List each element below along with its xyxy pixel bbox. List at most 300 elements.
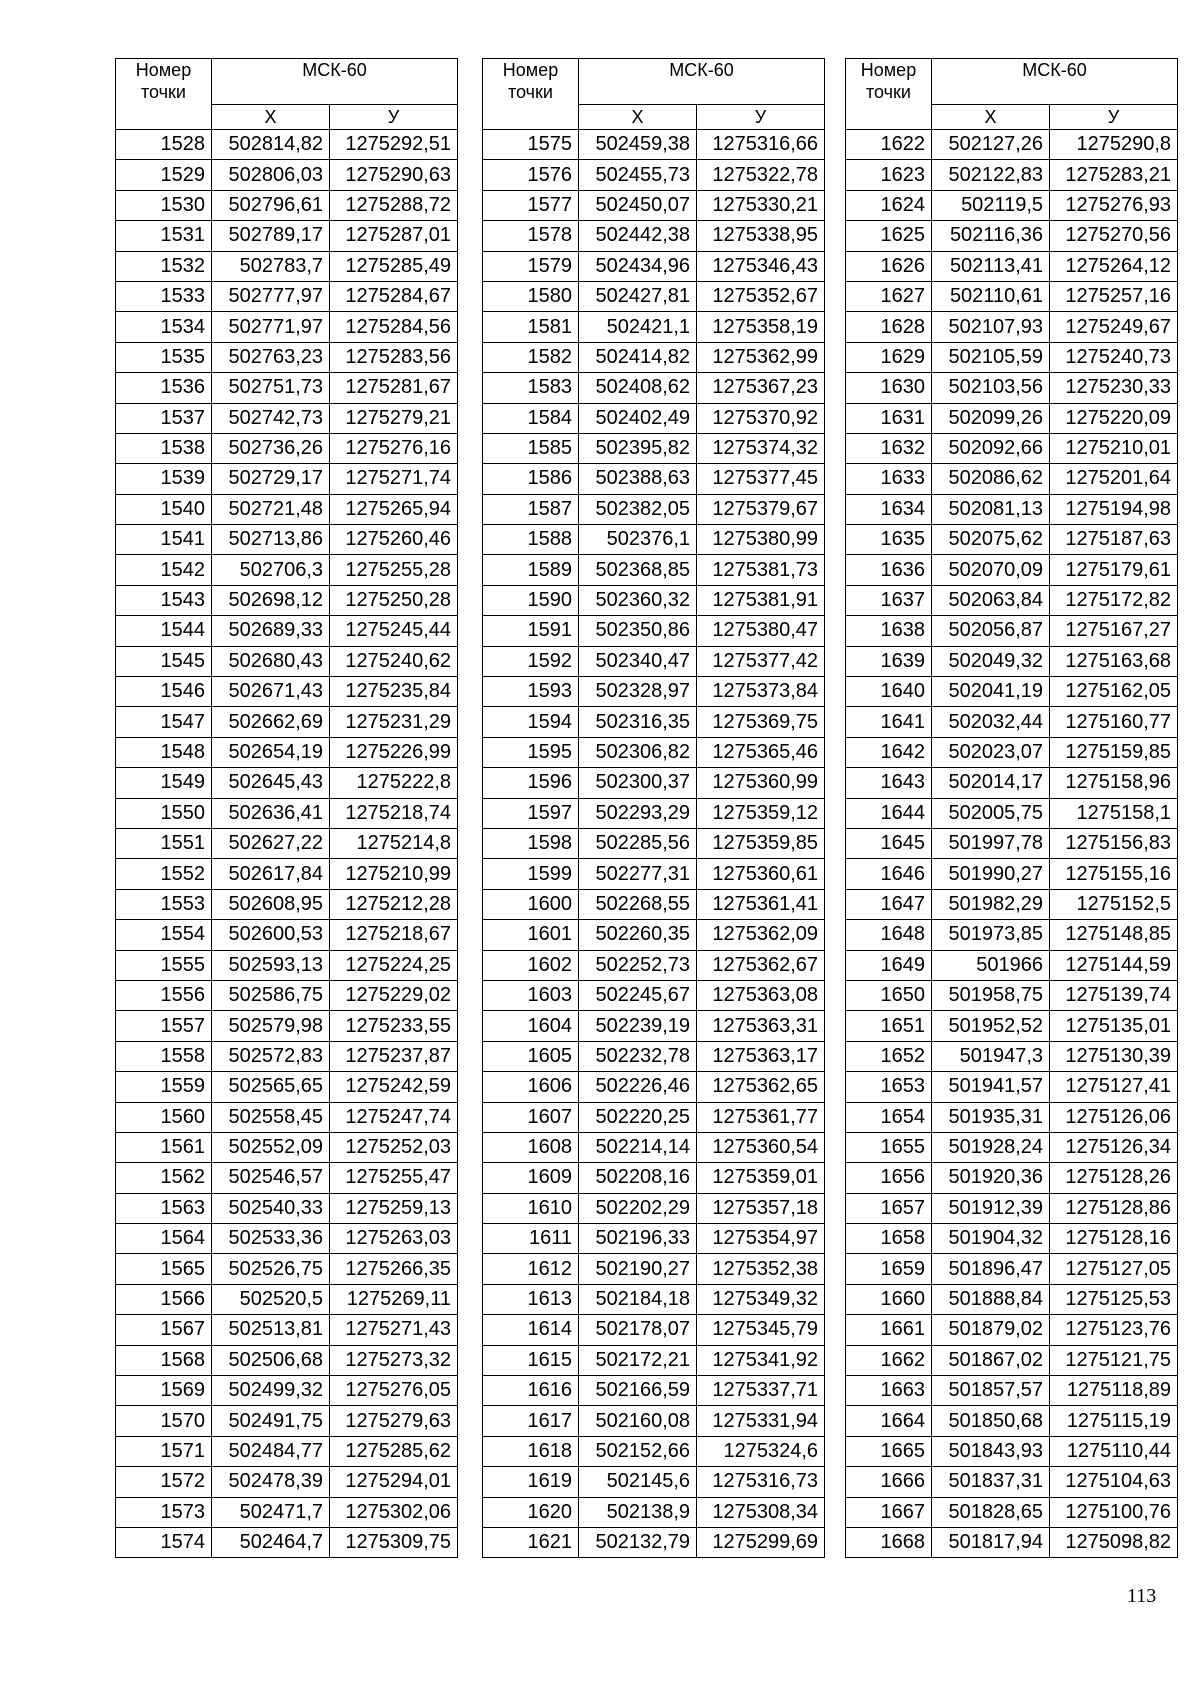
x-coordinate-cell: 501958,75 xyxy=(932,980,1050,1010)
x-coordinate-cell: 502763,23 xyxy=(212,342,330,372)
table-row xyxy=(846,1284,1178,1314)
point-number-cell: 1563 xyxy=(116,1193,212,1223)
x-coordinate-cell: 502220,25 xyxy=(579,1102,697,1132)
table-row xyxy=(846,1406,1178,1436)
point-number-cell: 1636 xyxy=(846,555,932,585)
x-coordinate-cell: 502382,05 xyxy=(579,494,697,524)
system-header: МСК-60 xyxy=(212,59,458,105)
y-coordinate-cell: 1275362,65 xyxy=(697,1072,825,1102)
y-coordinate-cell: 1275380,47 xyxy=(697,616,825,646)
x-coordinate-cell: 502226,46 xyxy=(579,1072,697,1102)
point-number-cell: 1549 xyxy=(116,768,212,798)
y-coordinate-cell: 1275276,05 xyxy=(330,1376,458,1406)
y-coordinate-cell: 1275242,59 xyxy=(330,1072,458,1102)
x-coordinate-cell: 502041,19 xyxy=(932,677,1050,707)
table-row xyxy=(116,1467,458,1497)
table-row xyxy=(483,677,825,707)
y-coordinate-cell: 1275284,56 xyxy=(330,312,458,342)
x-coordinate-cell: 502608,95 xyxy=(212,889,330,919)
y-coordinate-cell: 1275130,39 xyxy=(1050,1041,1178,1071)
y-coordinate-cell: 1275187,63 xyxy=(1050,525,1178,555)
table-row xyxy=(116,1436,458,1466)
y-coordinate-cell: 1275167,27 xyxy=(1050,616,1178,646)
point-number-cell: 1591 xyxy=(483,616,579,646)
point-number-cell: 1606 xyxy=(483,1072,579,1102)
x-coordinate-cell: 502751,73 xyxy=(212,373,330,403)
y-coordinate-cell: 1275365,46 xyxy=(697,737,825,767)
x-coordinate-cell: 501990,27 xyxy=(932,859,1050,889)
table-row xyxy=(483,1467,825,1497)
y-coordinate-cell: 1275255,47 xyxy=(330,1163,458,1193)
table-row xyxy=(116,737,458,767)
x-coordinate-cell: 502132,79 xyxy=(579,1527,697,1557)
point-number-cell: 1560 xyxy=(116,1102,212,1132)
y-coordinate-cell: 1275271,74 xyxy=(330,464,458,494)
x-coordinate-cell: 502789,17 xyxy=(212,221,330,251)
y-coordinate-cell: 1275259,13 xyxy=(330,1193,458,1223)
table-row xyxy=(116,525,458,555)
table-row xyxy=(483,1436,825,1466)
table-row xyxy=(483,160,825,190)
table-row xyxy=(116,1315,458,1345)
table-row xyxy=(846,525,1178,555)
point-number-cell: 1649 xyxy=(846,950,932,980)
y-coordinate-cell: 1275121,75 xyxy=(1050,1345,1178,1375)
table-row xyxy=(483,494,825,524)
point-number-header: Номер точки xyxy=(116,59,212,130)
x-coordinate-cell: 501947,3 xyxy=(932,1041,1050,1071)
x-coordinate-cell: 502277,31 xyxy=(579,859,697,889)
point-number-cell: 1593 xyxy=(483,677,579,707)
table-row xyxy=(483,1315,825,1345)
point-number-cell: 1547 xyxy=(116,707,212,737)
x-coordinate-cell: 502166,59 xyxy=(579,1376,697,1406)
point-number-cell: 1529 xyxy=(116,160,212,190)
y-coordinate-cell: 1275341,92 xyxy=(697,1345,825,1375)
table-row xyxy=(116,433,458,463)
y-coordinate-cell: 1275212,28 xyxy=(330,889,458,919)
point-number-cell: 1546 xyxy=(116,677,212,707)
x-coordinate-cell: 502671,43 xyxy=(212,677,330,707)
y-coordinate-cell: 1275287,01 xyxy=(330,221,458,251)
x-coordinate-cell: 501867,02 xyxy=(932,1345,1050,1375)
table-row xyxy=(846,920,1178,950)
x-coordinate-cell: 502023,07 xyxy=(932,737,1050,767)
x-coordinate-cell: 502706,3 xyxy=(212,555,330,585)
x-coordinate-cell: 502368,85 xyxy=(579,555,697,585)
system-header: МСК-60 xyxy=(932,59,1178,105)
point-number-cell: 1571 xyxy=(116,1436,212,1466)
table-row xyxy=(483,1376,825,1406)
point-number-cell: 1578 xyxy=(483,221,579,251)
x-coordinate-cell: 502103,56 xyxy=(932,373,1050,403)
y-coordinate-cell: 1275201,64 xyxy=(1050,464,1178,494)
point-number-cell: 1551 xyxy=(116,828,212,858)
x-coordinate-cell: 502350,86 xyxy=(579,616,697,646)
point-number-cell: 1597 xyxy=(483,798,579,828)
y-coordinate-cell: 1275290,8 xyxy=(1050,130,1178,160)
y-coordinate-cell: 1275299,69 xyxy=(697,1527,825,1557)
point-number-cell: 1540 xyxy=(116,494,212,524)
y-coordinate-cell: 1275214,8 xyxy=(330,828,458,858)
point-number-cell: 1561 xyxy=(116,1132,212,1162)
table-row xyxy=(116,190,458,220)
table-row xyxy=(483,1406,825,1436)
x-coordinate-cell: 502552,09 xyxy=(212,1132,330,1162)
point-number-cell: 1662 xyxy=(846,1345,932,1375)
table-row xyxy=(846,1376,1178,1406)
point-number-cell: 1550 xyxy=(116,798,212,828)
x-coordinate-cell: 501912,39 xyxy=(932,1193,1050,1223)
x-coordinate-cell: 501896,47 xyxy=(932,1254,1050,1284)
table-row xyxy=(846,1315,1178,1345)
table-row xyxy=(483,950,825,980)
y-coordinate-cell: 1275381,73 xyxy=(697,555,825,585)
point-number-cell: 1543 xyxy=(116,585,212,615)
point-number-cell: 1565 xyxy=(116,1254,212,1284)
x-coordinate-cell: 502376,1 xyxy=(579,525,697,555)
table-row xyxy=(116,646,458,676)
table-row xyxy=(116,464,458,494)
point-number-cell: 1530 xyxy=(116,190,212,220)
table-row xyxy=(846,950,1178,980)
x-coordinate-cell: 502119,5 xyxy=(932,190,1050,220)
x-coordinate-cell: 502814,82 xyxy=(212,130,330,160)
point-number-cell: 1576 xyxy=(483,160,579,190)
point-number-cell: 1607 xyxy=(483,1102,579,1132)
y-coordinate-cell: 1275283,56 xyxy=(330,342,458,372)
table-row xyxy=(483,281,825,311)
x-coordinate-cell: 502654,19 xyxy=(212,737,330,767)
point-number-cell: 1620 xyxy=(483,1497,579,1527)
x-coordinate-cell: 501966 xyxy=(932,950,1050,980)
table-row xyxy=(116,980,458,1010)
point-number-cell: 1582 xyxy=(483,342,579,372)
y-coordinate-cell: 1275360,61 xyxy=(697,859,825,889)
point-number-cell: 1644 xyxy=(846,798,932,828)
x-coordinate-cell: 501982,29 xyxy=(932,889,1050,919)
table-row xyxy=(116,1497,458,1527)
x-coordinate-cell: 502721,48 xyxy=(212,494,330,524)
x-coordinate-cell: 502558,45 xyxy=(212,1102,330,1132)
point-number-cell: 1611 xyxy=(483,1224,579,1254)
x-coordinate-cell: 502081,13 xyxy=(932,494,1050,524)
x-coordinate-cell: 502070,09 xyxy=(932,555,1050,585)
x-coordinate-cell: 502208,16 xyxy=(579,1163,697,1193)
table-row xyxy=(846,464,1178,494)
y-coordinate-cell: 1275125,53 xyxy=(1050,1284,1178,1314)
x-coordinate-cell: 501850,68 xyxy=(932,1406,1050,1436)
y-coordinate-cell: 1275123,76 xyxy=(1050,1315,1178,1345)
x-coordinate-cell: 502032,44 xyxy=(932,707,1050,737)
table-row xyxy=(483,312,825,342)
x-header: Х xyxy=(212,105,330,130)
y-coordinate-cell: 1275290,63 xyxy=(330,160,458,190)
y-coordinate-cell: 1275135,01 xyxy=(1050,1011,1178,1041)
y-coordinate-cell: 1275224,25 xyxy=(330,950,458,980)
y-coordinate-cell: 1275249,67 xyxy=(1050,312,1178,342)
point-number-cell: 1619 xyxy=(483,1467,579,1497)
y-coordinate-cell: 1275218,74 xyxy=(330,798,458,828)
x-coordinate-cell: 501935,31 xyxy=(932,1102,1050,1132)
table-row xyxy=(483,1072,825,1102)
table-row xyxy=(116,1254,458,1284)
x-coordinate-cell: 502122,83 xyxy=(932,160,1050,190)
y-coordinate-cell: 1275139,74 xyxy=(1050,980,1178,1010)
point-number-cell: 1572 xyxy=(116,1467,212,1497)
point-number-cell: 1568 xyxy=(116,1345,212,1375)
table-row xyxy=(483,859,825,889)
x-coordinate-cell: 502796,61 xyxy=(212,190,330,220)
point-number-cell: 1555 xyxy=(116,950,212,980)
table-row xyxy=(116,585,458,615)
y-coordinate-cell: 1275158,96 xyxy=(1050,768,1178,798)
y-coordinate-cell: 1275247,74 xyxy=(330,1102,458,1132)
point-number-cell: 1589 xyxy=(483,555,579,585)
table-row xyxy=(846,1163,1178,1193)
point-number-cell: 1631 xyxy=(846,403,932,433)
table-row xyxy=(483,1132,825,1162)
y-coordinate-cell: 1275281,67 xyxy=(330,373,458,403)
y-coordinate-cell: 1275377,45 xyxy=(697,464,825,494)
table-row xyxy=(846,1527,1178,1557)
y-coordinate-cell: 1275163,68 xyxy=(1050,646,1178,676)
x-coordinate-cell: 502328,97 xyxy=(579,677,697,707)
table-row xyxy=(846,889,1178,919)
table-row xyxy=(116,1406,458,1436)
y-coordinate-cell: 1275126,06 xyxy=(1050,1102,1178,1132)
x-coordinate-cell: 502113,41 xyxy=(932,251,1050,281)
y-coordinate-cell: 1275110,44 xyxy=(1050,1436,1178,1466)
y-coordinate-cell: 1275360,54 xyxy=(697,1132,825,1162)
point-number-header: Номер точки xyxy=(483,59,579,130)
point-number-cell: 1545 xyxy=(116,646,212,676)
y-coordinate-cell: 1275330,21 xyxy=(697,190,825,220)
table-row xyxy=(483,707,825,737)
x-coordinate-cell: 502105,59 xyxy=(932,342,1050,372)
point-number-cell: 1655 xyxy=(846,1132,932,1162)
y-coordinate-cell: 1275337,71 xyxy=(697,1376,825,1406)
point-number-cell: 1654 xyxy=(846,1102,932,1132)
point-number-cell: 1639 xyxy=(846,646,932,676)
table-row xyxy=(116,251,458,281)
x-coordinate-cell: 502464,7 xyxy=(212,1527,330,1557)
x-coordinate-cell: 502110,61 xyxy=(932,281,1050,311)
point-number-cell: 1548 xyxy=(116,737,212,767)
x-coordinate-cell: 502421,1 xyxy=(579,312,697,342)
y-header: У xyxy=(330,105,458,130)
point-number-cell: 1641 xyxy=(846,707,932,737)
y-coordinate-cell: 1275369,75 xyxy=(697,707,825,737)
table-row xyxy=(483,1011,825,1041)
point-number-cell: 1646 xyxy=(846,859,932,889)
x-coordinate-cell: 502268,55 xyxy=(579,889,697,919)
y-coordinate-cell: 1275279,21 xyxy=(330,403,458,433)
table-row xyxy=(116,221,458,251)
x-coordinate-cell: 502506,68 xyxy=(212,1345,330,1375)
point-number-cell: 1629 xyxy=(846,342,932,372)
y-coordinate-cell: 1275284,67 xyxy=(330,281,458,311)
x-coordinate-cell: 502455,73 xyxy=(579,160,697,190)
y-coordinate-cell: 1275266,35 xyxy=(330,1254,458,1284)
point-number-cell: 1558 xyxy=(116,1041,212,1071)
point-number-cell: 1628 xyxy=(846,312,932,342)
x-coordinate-cell: 502414,82 xyxy=(579,342,697,372)
x-coordinate-cell: 502099,26 xyxy=(932,403,1050,433)
table-row xyxy=(116,555,458,585)
table-row xyxy=(116,828,458,858)
point-number-cell: 1624 xyxy=(846,190,932,220)
y-coordinate-cell: 1275158,1 xyxy=(1050,798,1178,828)
point-number-cell: 1562 xyxy=(116,1163,212,1193)
y-coordinate-cell: 1275229,02 xyxy=(330,980,458,1010)
table-row xyxy=(116,160,458,190)
table-row xyxy=(483,889,825,919)
point-number-cell: 1570 xyxy=(116,1406,212,1436)
table-row xyxy=(846,1041,1178,1071)
x-coordinate-cell: 502777,97 xyxy=(212,281,330,311)
point-number-cell: 1583 xyxy=(483,373,579,403)
x-coordinate-cell: 502285,56 xyxy=(579,828,697,858)
point-number-cell: 1605 xyxy=(483,1041,579,1071)
x-coordinate-cell: 502005,75 xyxy=(932,798,1050,828)
table-row xyxy=(116,1284,458,1314)
table-row xyxy=(116,920,458,950)
x-coordinate-cell: 502450,07 xyxy=(579,190,697,220)
y-coordinate-cell: 1275302,06 xyxy=(330,1497,458,1527)
table-row xyxy=(483,342,825,372)
y-coordinate-cell: 1275250,28 xyxy=(330,585,458,615)
point-number-cell: 1614 xyxy=(483,1315,579,1345)
x-coordinate-cell: 502526,75 xyxy=(212,1254,330,1284)
table-row xyxy=(846,1467,1178,1497)
y-coordinate-cell: 1275363,08 xyxy=(697,980,825,1010)
coordinates-table-3 xyxy=(845,58,1178,1558)
x-coordinate-cell: 502178,07 xyxy=(579,1315,697,1345)
point-number-cell: 1541 xyxy=(116,525,212,555)
y-coordinate-cell: 1275370,92 xyxy=(697,403,825,433)
table-row xyxy=(116,494,458,524)
y-coordinate-cell: 1275271,43 xyxy=(330,1315,458,1345)
system-header: МСК-60 xyxy=(579,59,825,105)
table-row xyxy=(483,464,825,494)
table-row xyxy=(846,707,1178,737)
point-number-cell: 1653 xyxy=(846,1072,932,1102)
table-row xyxy=(483,1224,825,1254)
x-coordinate-cell: 502063,84 xyxy=(932,585,1050,615)
y-coordinate-cell: 1275345,79 xyxy=(697,1315,825,1345)
x-coordinate-cell: 502689,33 xyxy=(212,616,330,646)
y-coordinate-cell: 1275233,55 xyxy=(330,1011,458,1041)
y-coordinate-cell: 1275126,34 xyxy=(1050,1132,1178,1162)
y-coordinate-cell: 1275359,01 xyxy=(697,1163,825,1193)
table-row xyxy=(846,555,1178,585)
point-number-cell: 1542 xyxy=(116,555,212,585)
point-number-cell: 1599 xyxy=(483,859,579,889)
y-coordinate-cell: 1275358,19 xyxy=(697,312,825,342)
point-number-cell: 1580 xyxy=(483,281,579,311)
table-row xyxy=(846,737,1178,767)
y-coordinate-cell: 1275260,46 xyxy=(330,525,458,555)
point-number-cell: 1635 xyxy=(846,525,932,555)
x-coordinate-cell: 502471,7 xyxy=(212,1497,330,1527)
point-number-cell: 1650 xyxy=(846,980,932,1010)
x-coordinate-cell: 501973,85 xyxy=(932,920,1050,950)
table-row xyxy=(846,433,1178,463)
table-row xyxy=(483,828,825,858)
x-coordinate-cell: 501857,57 xyxy=(932,1376,1050,1406)
table-row xyxy=(116,312,458,342)
x-header: Х xyxy=(579,105,697,130)
table-row xyxy=(846,798,1178,828)
point-number-cell: 1569 xyxy=(116,1376,212,1406)
table-row xyxy=(846,130,1178,160)
table-row xyxy=(116,1224,458,1254)
point-number-cell: 1532 xyxy=(116,251,212,281)
x-coordinate-cell: 502806,03 xyxy=(212,160,330,190)
x-coordinate-cell: 501843,93 xyxy=(932,1436,1050,1466)
y-coordinate-cell: 1275308,34 xyxy=(697,1497,825,1527)
point-number-cell: 1598 xyxy=(483,828,579,858)
point-number-cell: 1667 xyxy=(846,1497,932,1527)
x-coordinate-cell: 501817,94 xyxy=(932,1527,1050,1557)
x-coordinate-cell: 501837,31 xyxy=(932,1467,1050,1497)
y-coordinate-cell: 1275144,59 xyxy=(1050,950,1178,980)
y-coordinate-cell: 1275155,16 xyxy=(1050,859,1178,889)
x-coordinate-cell: 502627,22 xyxy=(212,828,330,858)
y-coordinate-cell: 1275148,85 xyxy=(1050,920,1178,950)
point-number-cell: 1595 xyxy=(483,737,579,767)
table-row xyxy=(116,403,458,433)
point-number-cell: 1661 xyxy=(846,1315,932,1345)
x-coordinate-cell: 502245,67 xyxy=(579,980,697,1010)
point-number-cell: 1587 xyxy=(483,494,579,524)
table-row xyxy=(116,281,458,311)
x-coordinate-cell: 502260,35 xyxy=(579,920,697,950)
point-number-cell: 1660 xyxy=(846,1284,932,1314)
table-row xyxy=(846,1132,1178,1162)
table-row xyxy=(846,190,1178,220)
point-number-cell: 1531 xyxy=(116,221,212,251)
point-number-cell: 1581 xyxy=(483,312,579,342)
table-row xyxy=(116,707,458,737)
y-coordinate-cell: 1275127,05 xyxy=(1050,1254,1178,1284)
table-row xyxy=(846,646,1178,676)
point-number-cell: 1642 xyxy=(846,737,932,767)
point-number-cell: 1664 xyxy=(846,1406,932,1436)
table-row xyxy=(483,1193,825,1223)
point-number-cell: 1665 xyxy=(846,1436,932,1466)
table-row xyxy=(846,251,1178,281)
point-number-cell: 1625 xyxy=(846,221,932,251)
table-row xyxy=(116,1011,458,1041)
y-coordinate-cell: 1275279,63 xyxy=(330,1406,458,1436)
y-coordinate-cell: 1275316,66 xyxy=(697,130,825,160)
y-coordinate-cell: 1275354,97 xyxy=(697,1224,825,1254)
y-coordinate-cell: 1275381,91 xyxy=(697,585,825,615)
y-coordinate-cell: 1275156,83 xyxy=(1050,828,1178,858)
point-number-cell: 1596 xyxy=(483,768,579,798)
x-header: Х xyxy=(932,105,1050,130)
x-coordinate-cell: 502427,81 xyxy=(579,281,697,311)
x-coordinate-cell: 502698,12 xyxy=(212,585,330,615)
point-number-cell: 1573 xyxy=(116,1497,212,1527)
y-coordinate-cell: 1275257,16 xyxy=(1050,281,1178,311)
point-number-cell: 1633 xyxy=(846,464,932,494)
point-number-cell: 1557 xyxy=(116,1011,212,1041)
y-coordinate-cell: 1275098,82 xyxy=(1050,1527,1178,1557)
y-coordinate-cell: 1275285,62 xyxy=(330,1436,458,1466)
